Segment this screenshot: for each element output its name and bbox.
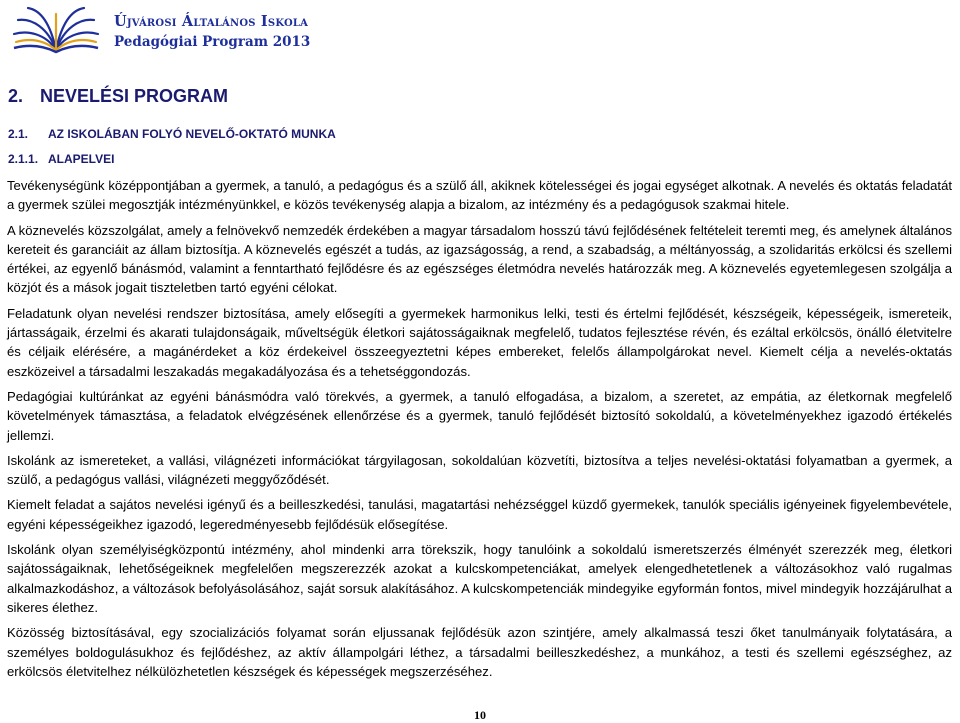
heading-3-title: ALAPELVEI xyxy=(48,152,115,166)
paragraph: Iskolánk az ismereteket, a vallási, világnézeti információkat tárgyilagosan, sokoldalúan közvetíti, biztosítva a teljes nevelési-oktatási folyamatban a gyermek, a szülő, a pedagógus vallási, világnézeti meggyőződését. xyxy=(7,452,952,488)
book-logo-icon xyxy=(10,4,102,54)
paragraph: Közösség biztosításával, egy szocializációs folyamat során eljussanak fejlődésük azon szintjére, amely alkalmassá teszi őket tanulmányaik folytatására, a személyes boldogulásukhoz és fejlődéshez, az aktív állampolgári léthez, a társadalmi beilleszkedéshez, a munkához, a testi és szellemi egészséghez, az erkölcsös életvitelhez nélkülözhetetlen készségek és képességek megszerzéséhez. xyxy=(7,625,952,679)
heading-3 xyxy=(8,152,114,166)
paragraph: Feladatunk olyan nevelési rendszer biztosítása, amely elősegíti a gyermekek harmonikus lelki, testi és értelmi fejlődését, készségeik, képességeik, ismereteik, jártasságaik, érzelmi és akarati tulajdonságaik, műveltségük életkori sajátosságaiknak megfelelő, tudatos fejlesztése révén, és ezáltal erkölcsös, önálló életvitelre és céljaik elérésére, a magánérdeket a köz érdekeivel összeegyeztetni képes embereket, felelős állampolgárokat nevel. Kiemelt célja a nevelés-oktatás eszközeivel a társadalmi leszakadás megakadályozása és a tehetséggondozás. xyxy=(7,305,952,379)
heading-2 xyxy=(8,127,336,141)
school-name: Újvárosi Általános Iskola xyxy=(114,13,309,30)
program-name: Pedagógiai Program 2013 xyxy=(114,34,311,50)
heading-1-number: 2. xyxy=(8,86,24,106)
heading-2-number: 2.1. xyxy=(8,127,29,141)
paragraph: Pedagógiai kultúránkat az egyéni bánásmódra való törekvés, a gyermek, a tanuló elfogadása, a bizalom, a szeretet, az empátia, az életkornak megfelelő követelmények támasztása, a feladatok elvégzésének ellenőrzése és a gyermek, tanuló fejlődését biztosító sokoldalú, a követelményekhez igazodó értékelés jellemzi. xyxy=(7,388,952,443)
heading-1-title: NEVELÉSI PROGRAM xyxy=(40,86,229,106)
paragraph: Iskolánk olyan személyiségközpontú intézmény, ahol mindenki arra törekszik, hogy tanulóink a sokoldalú ismeretszerzés élményét szerezzék meg, életkori sajátosságaiknak, lehetőségeiknek megfelelően megszerezzék azokat a kulcskompetenciákat, amelyek elengedhetetlenek a változásokhoz való rugalmas alkalmazkodáshoz, a változások befolyásolásához, saját sorsuk alakításához. A kulcskompetenciák mindegyike egyformán fontos, mivel mindegyik hozzájárulhat a sikeres élethez. xyxy=(7,542,952,615)
paragraph: Tevékenységünk középpontjában a gyermek, a tanuló, a pedagógus és a szülő áll, akiknek kötelességei és jogai egységet alkotnak. A nevelés és oktatás feladatát a gyermek szülei megosztják intézményünkkel, e közös tevékenység alapja a bizalom, az intézmény és a pedagógusok szakmai hitele. xyxy=(7,178,952,213)
page-header xyxy=(10,4,410,56)
heading-3-number: 2.1.1. xyxy=(8,152,39,166)
paragraph: A köznevelés közszolgálat, amely a felnövekvő nemzedék érdekében a magyar társadalom hosszú távú fejlődésének feltételeit teremti meg, és amelynek általános kereteit és garanciáit az állam biztosítja. A köznevelés egészét a tudás, az igazságosság, a rend, a szabadság, a méltányosság, a szolidaritás erkölcsi és szellemi értékei, az egyenlő bánásmód, valamint a fenntartható fejlődésre és az egészséges életmódra nevelés határozzák meg. A köznevelés egyetemlegesen szolgálja a közjót és a mások jogait tiszteletben tartó egyéni célokat. xyxy=(7,222,952,296)
heading-2-title: AZ ISKOLÁBAN FOLYÓ NEVELŐ-OKTATÓ MUNKA xyxy=(48,127,336,141)
body-text xyxy=(7,176,952,687)
heading-1 xyxy=(8,86,228,107)
paragraph: Kiemelt feladat a sajátos nevelési igényű és a beilleszkedési, tanulási, magatartási nehézséggel küzdő gyermekek, tanulók speciális igényeinek figyelembevétele, egyéni képességeikhez igazodó, legeredményesebb fejlődésük elősegítése. xyxy=(7,497,952,532)
page-number: 10 xyxy=(474,708,486,722)
